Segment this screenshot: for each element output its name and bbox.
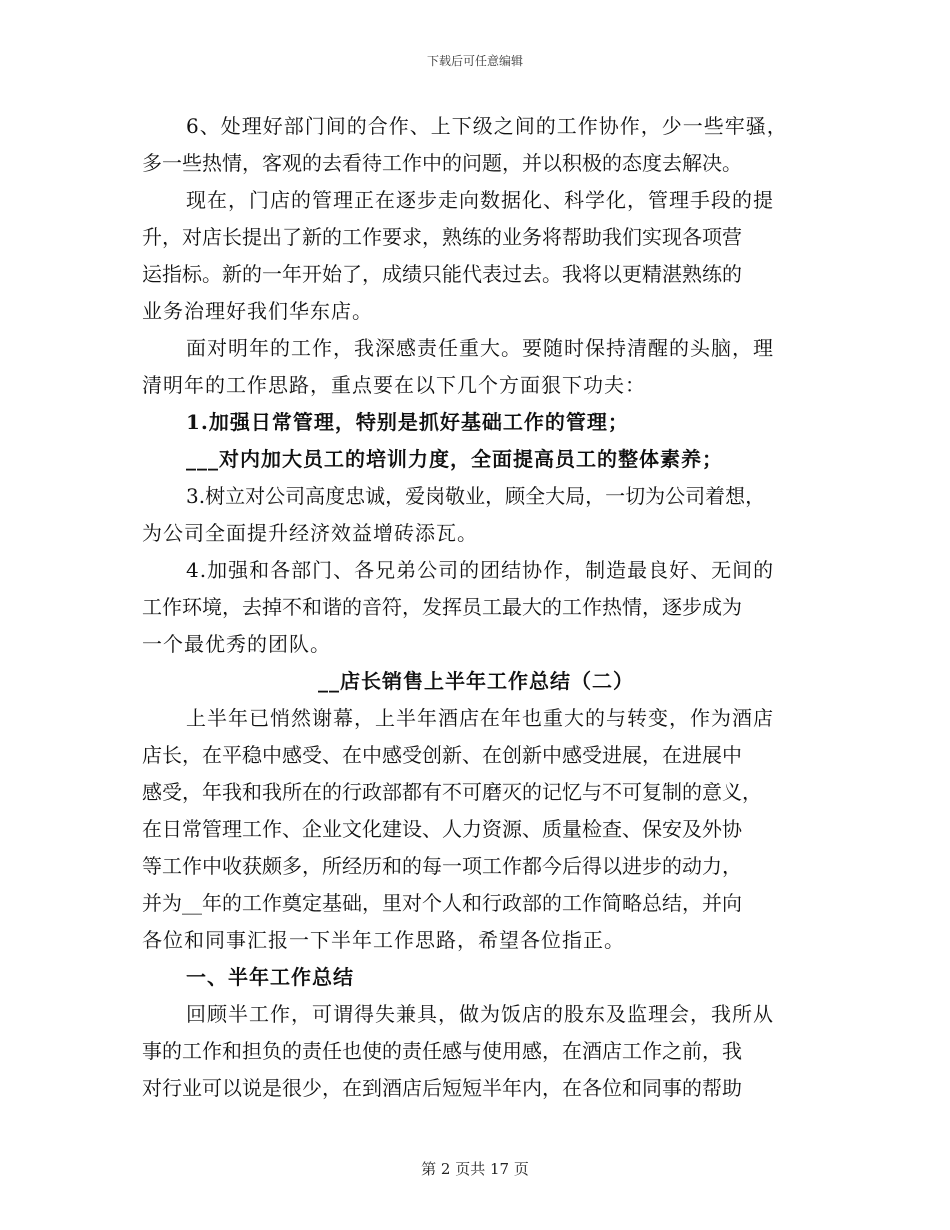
- paragraph-line: 面对明年的工作，我深感责任重大。要随时保持清醒的头脑，理: [186, 336, 774, 360]
- paragraph-line: 清明年的工作思路，重点要在以下几个方面狠下功夫：: [142, 373, 646, 397]
- paragraph-line: 运指标。新的一年开始了，成绩只能代表过去。我将以更精湛熟练的: [142, 262, 742, 286]
- paragraph-line: 并为__年的工作奠定基础，里对个人和行政部的工作简略总结，并向: [142, 891, 742, 915]
- paragraph-line: 多一些热情，客观的去看待工作中的问题，并以积极的态度去解决。: [142, 151, 742, 175]
- paragraph-line: 上半年已悄然谢幕，上半年酒店在年也重大的与转变，作为酒店: [186, 706, 774, 730]
- paragraph-line: 业务治理好我们华东店。: [142, 299, 373, 323]
- paragraph-line: 等工作中收获颇多，所经历和的每一项工作都今后得以进步的动力，: [142, 854, 742, 878]
- paragraph-line: 回顾半工作，可谓得失兼具，做为饭店的股东及监理会，我所从: [186, 1002, 774, 1026]
- list-item-bold: ___对内加大员工的培训力度，全面提高员工的整体素养；: [186, 447, 723, 471]
- paragraph-line: 工作环境，去掉不和谐的音符，发挥员工最大的工作热情，逐步成为: [142, 595, 742, 619]
- subsection-heading: 一、半年工作总结: [186, 965, 354, 989]
- paragraph-line: 对行业可以说是很少，在到酒店后短短半年内，在各位和同事的帮助: [142, 1076, 742, 1100]
- section-title: __店长销售上半年工作总结（二）: [318, 669, 634, 693]
- list-item: 4.加强和各部门、各兄弟公司的团结协作，制造最良好、无间的: [186, 558, 775, 582]
- paragraph-line: 6、处理好部门间的合作、上下级之间的工作协作，少一些牢骚，: [186, 114, 788, 138]
- list-item-bold: 1.加强日常管理，特别是抓好基础工作的管理；: [186, 410, 629, 434]
- paragraph-line: 在日常管理工作、企业文化建设、人力资源、质量检查、保安及外协: [142, 817, 742, 841]
- list-item: 3.树立对公司高度忠诚，爱岗敬业，顾全大局，一切为公司着想，: [186, 484, 766, 508]
- page-header: 下载后可任意编辑: [426, 54, 523, 68]
- paragraph-line: 各位和同事汇报一下半年工作思路，希望各位指正。: [142, 928, 625, 952]
- paragraph-line: 升，对店长提出了新的工作要求，熟练的业务将帮助我们实现各项营: [142, 225, 742, 249]
- page-footer: 第 2 页共 17 页: [421, 1160, 529, 1178]
- paragraph-line: 为公司全面提升经济效益增砖添瓦。: [142, 521, 478, 545]
- paragraph-line: 事的工作和担负的责任也使的责任感与使用感，在酒店工作之前，我: [142, 1039, 742, 1063]
- paragraph-line: 店长，在平稳中感受、在中感受创新、在创新中感受进展，在进展中: [142, 743, 742, 767]
- paragraph-line: 一个最优秀的团队。: [142, 632, 331, 656]
- paragraph-line: 现在，门店的管理正在逐步走向数据化、科学化，管理手段的提: [186, 188, 774, 212]
- paragraph-line: 感受，年我和我所在的行政部都有不可磨灭的记忆与不可复制的意义，: [142, 780, 762, 804]
- document-body: [142, 108, 810, 1107]
